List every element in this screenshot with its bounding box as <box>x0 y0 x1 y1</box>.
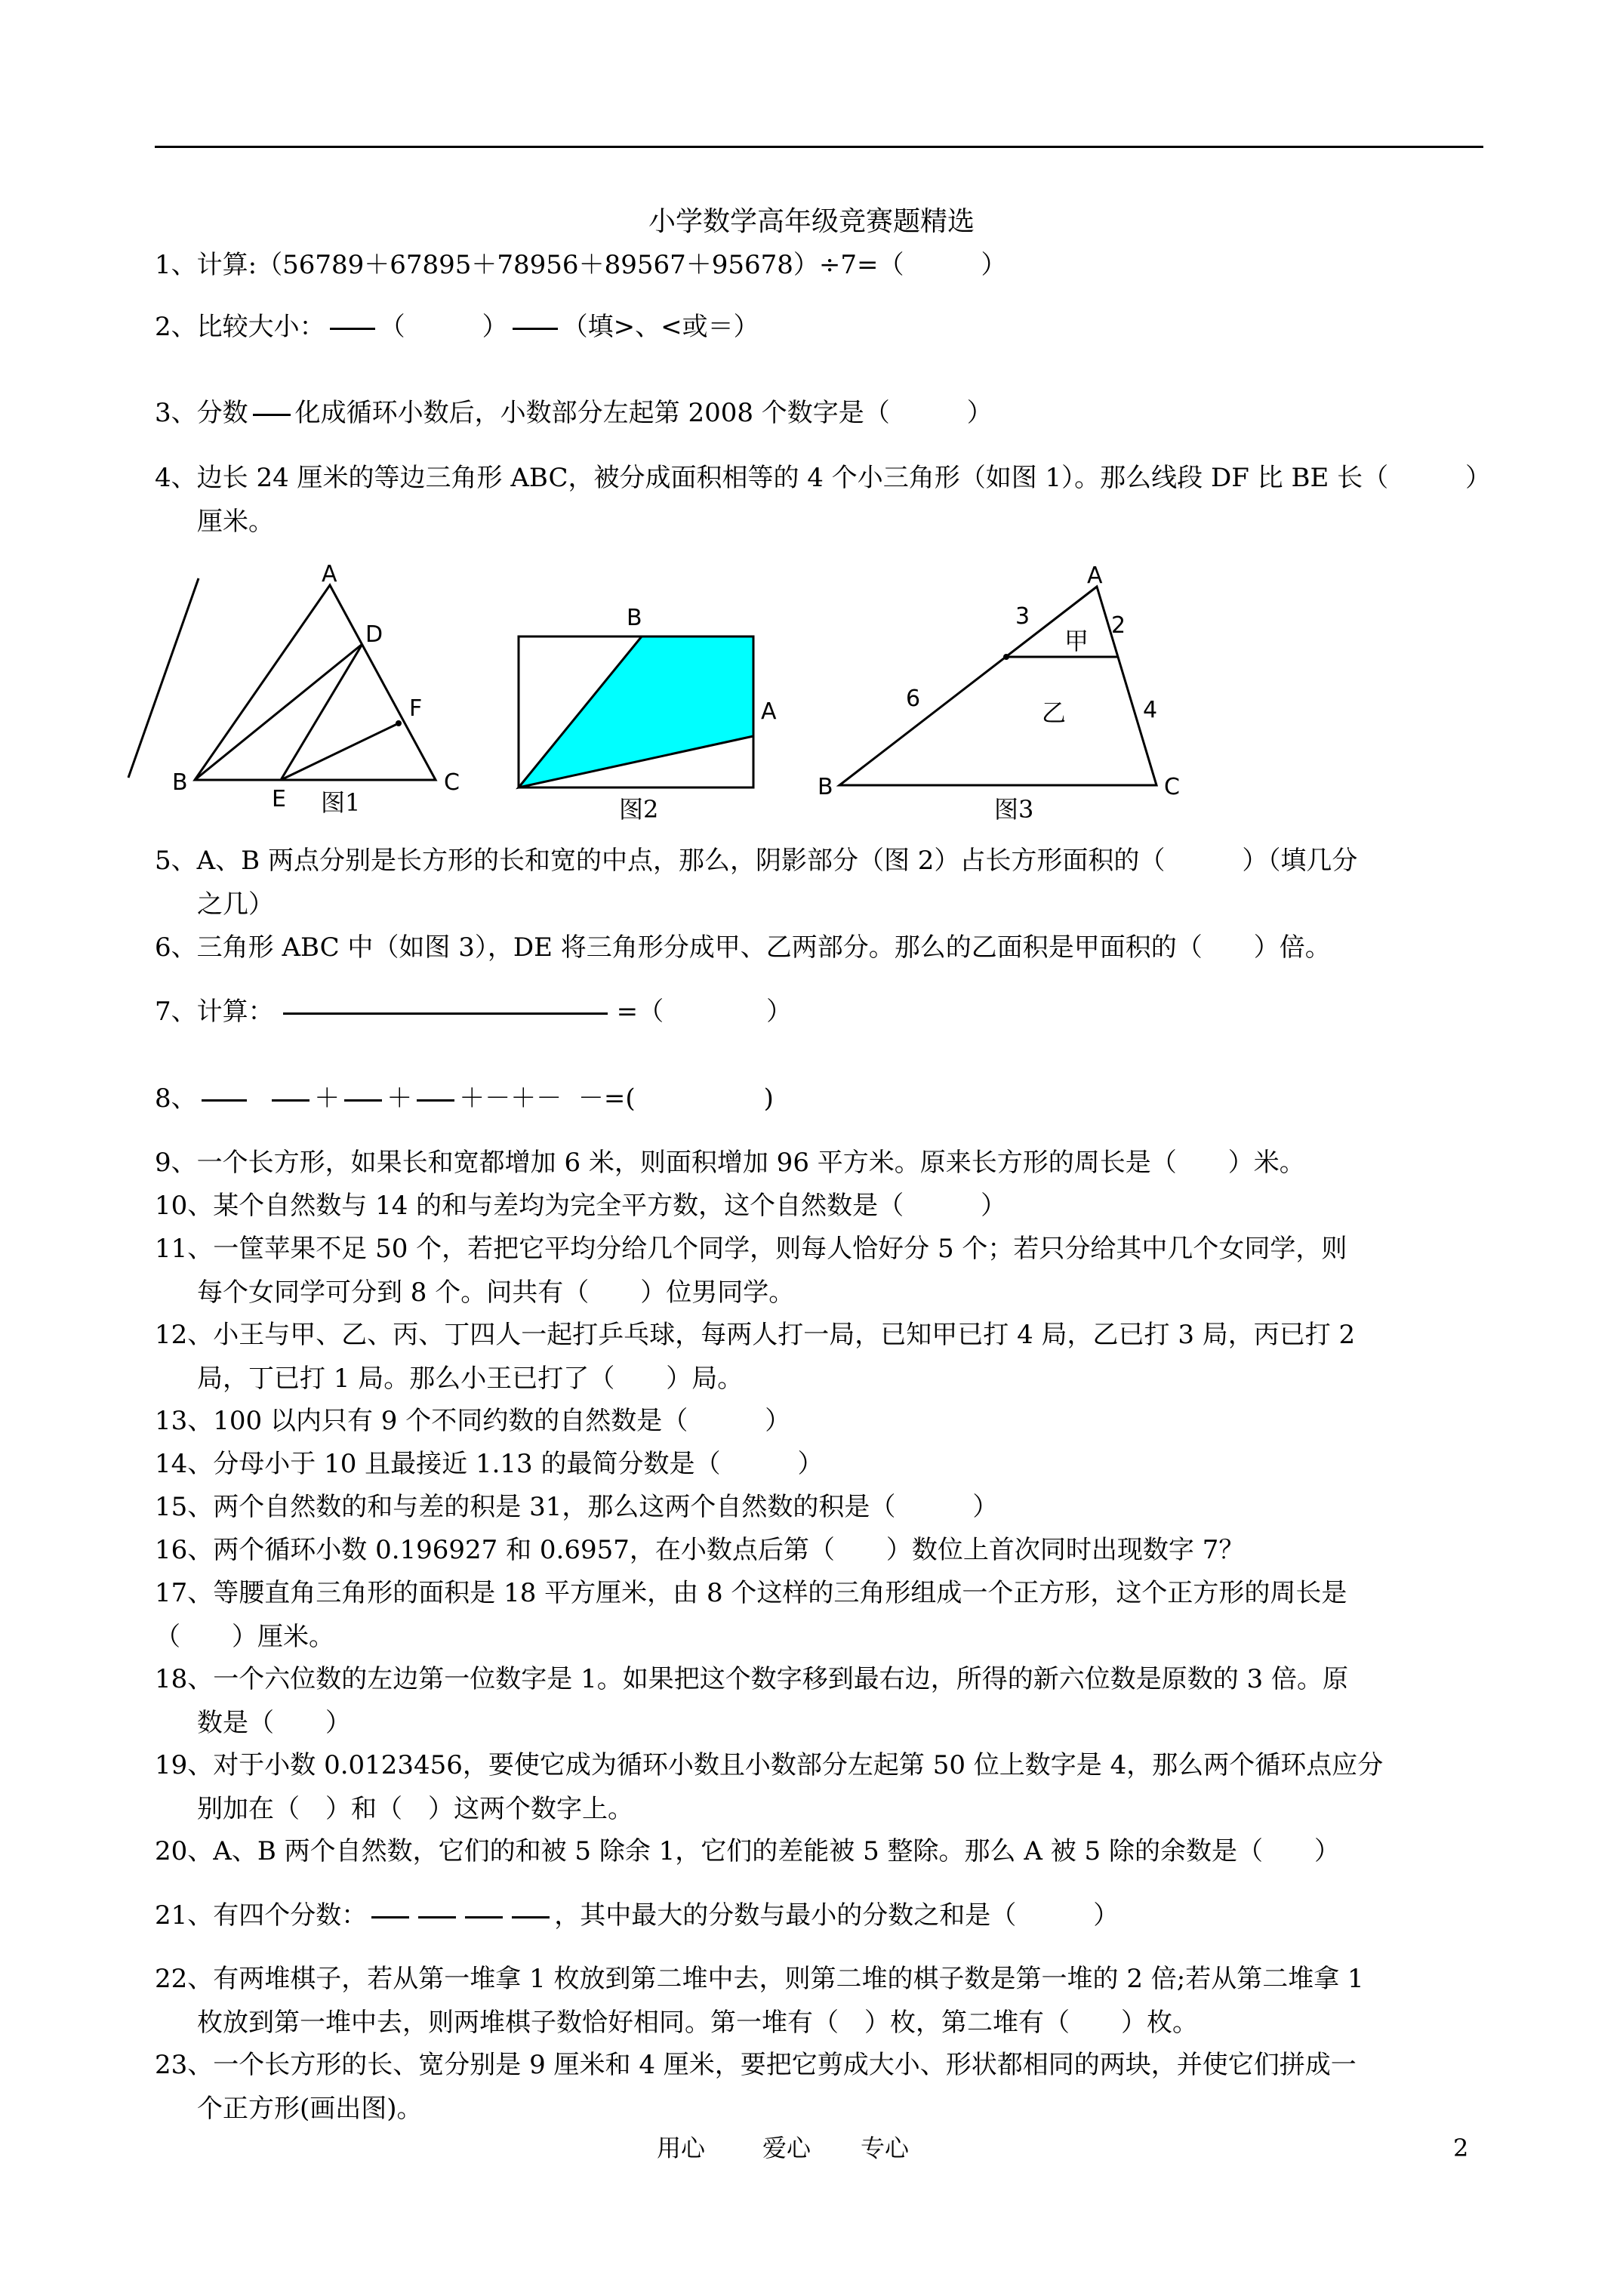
fig2-caption: 图2 <box>619 795 659 824</box>
question-8: 8、 ＋ ＋ ＋－＋－ －=( ) <box>155 1083 774 1114</box>
fraction-blank <box>272 1099 310 1102</box>
fig1-label-e: E <box>272 786 286 812</box>
fig1-label-d: D <box>365 621 383 648</box>
question-9: 9、一个长方形，如果长和宽都增加 6 米，则面积增加 96 平方米。原来长方形的周长是（ ）米。 <box>155 1148 1305 1178</box>
question-20: 20、A、B 两个自然数，它们的和被 5 除余 1，它们的差能被 5 整除。那么 A 被 5 除的余数是（ ） <box>155 1836 1340 1866</box>
fraction-blank <box>417 1099 454 1102</box>
question-2: 2、比较大小： （ ） （填>、<或＝） <box>155 312 759 342</box>
question-12: 12、小王与甲、乙、丙、丁四人一起打乒乓球，每两人打一局，已知甲已打 4 局，乙已打 3 局，丙已打 2 局，丁已打 1 局。那么小王已打了（ ）局。 <box>155 1320 1356 1394</box>
fig3-label-6: 6 <box>906 686 921 712</box>
question-3: 3、分数 化成循环小数后，小数部分左起第 2008 个数字是（ ） <box>155 398 993 428</box>
footer-text-2: 爱心 <box>762 2134 812 2162</box>
question-10: 10、某个自然数与 14 的和与差均为完全平方数，这个自然数是（ ） <box>155 1191 1007 1221</box>
footer-text-3: 专心 <box>861 2134 910 2162</box>
fig1-label-b: B <box>172 769 188 796</box>
question-6: 6、三角形 ABC 中（如图 3），DE 将三角形分成甲、乙两部分。那么的乙面积是甲面积的（ ）倍。 <box>155 932 1331 963</box>
question-22: 22、有两堆棋子，若从第一堆拿 1 枚放到第二堆中去，则第二堆的棋子数是第一堆的 2 倍;若从第二堆拿 1 枚放到第一堆中去，则两堆棋子数恰好相同。第一堆有（ ）枚，第二堆有（ ）枚。 <box>155 1964 1364 2038</box>
fraction-line <box>283 1012 608 1015</box>
question-15: 15、两个自然数的和与差的积是 31，那么这两个自然数的积是（ ） <box>155 1492 999 1522</box>
fig2-shaded-region <box>519 636 753 787</box>
fig1-label-a: A <box>322 561 337 587</box>
footer-text-1: 用心 <box>657 2134 706 2162</box>
fig1-label-f: F <box>409 695 423 722</box>
question-4: 4、边长 24 厘米的等边三角形 ABC，被分成面积相等的 4 个小三角形（如图 1）。那么线段 DF 比 BE 长（ ） 厘米。 <box>155 463 1492 537</box>
question-17: 17、等腰直角三角形的面积是 18 平方厘米，由 8 个这样的三角形组成一个正方形，这个正方形的周长是 （ ）厘米。 <box>155 1578 1347 1652</box>
fraction-blank <box>344 1099 382 1102</box>
question-23: 23、一个长方形的长、宽分别是 9 厘米和 4 厘米，要把它剪成大小、形状都相同的两块，并使它们拼成一 个正方形(画出图)。 <box>155 2050 1357 2124</box>
fraction-blank <box>371 1916 409 1918</box>
fig3-label-b: B <box>818 774 833 800</box>
page-title: 小学数学高年级竞赛题精选 <box>648 206 975 237</box>
fig3-label-yi: 乙 <box>1042 698 1067 727</box>
question-1: 1、计算:（56789＋67895＋78956＋89567＋95678）÷7=（ ） <box>155 250 1007 280</box>
question-11: 11、一筐苹果不足 50 个，若把它平均分给几个同学，则每人恰好分 5 个；若只分给其中几个女同学，则 每个女同学可分到 8 个。问共有（ ）位男同学。 <box>155 1234 1347 1308</box>
question-5: 5、A、B 两点分别是长方形的长和宽的中点，那么，阴影部分（图 2）占长方形面积的（ ）（填几分 之几） <box>155 846 1358 920</box>
fig3-label-3: 3 <box>1015 603 1030 630</box>
fig1-label-c: C <box>444 769 460 796</box>
question-21: 21、有四个分数： ，其中最大的分数与最小的分数之和是（ ） <box>155 1900 1119 1931</box>
fig3-label-c: C <box>1164 774 1180 800</box>
fig2-label-b: B <box>627 605 642 631</box>
fig3-label-a: A <box>1087 562 1103 589</box>
question-14: 14、分母小于 10 且最接近 1.13 的最简分数是（ ） <box>155 1449 824 1479</box>
fig2-label-a: A <box>761 698 777 725</box>
question-18: 18、一个六位数的左边第一位数字是 1。如果把这个数字移到最右边，所得的新六位数是原数的 3 倍。原 数是（ ） <box>155 1664 1348 1738</box>
fraction-blank <box>512 1916 550 1918</box>
question-7: 7、计算： =（ ） <box>155 997 793 1027</box>
fraction-blank <box>465 1916 503 1918</box>
fig3-label-2: 2 <box>1111 612 1126 639</box>
fig3-label-4: 4 <box>1143 697 1158 723</box>
page-number: 2 <box>1453 2134 1469 2162</box>
fraction-blank <box>202 1099 247 1102</box>
question-16: 16、两个循环小数 0.196927 和 0.6957，在小数点后第（ ）数位上首次同时出现数字 7？ <box>155 1535 1245 1565</box>
fig1-caption: 图1 <box>321 788 361 817</box>
fig3-caption: 图3 <box>994 795 1034 824</box>
fraction-blank <box>418 1916 456 1918</box>
fig3-label-jia: 甲 <box>1064 627 1089 655</box>
question-13: 13、100 以内只有 9 个不同约数的自然数是（ ） <box>155 1406 791 1436</box>
question-19: 19、对于小数 0.0123456，要使它成为循环小数且小数部分左起第 50 位上数字是 4，那么两个循环点应分 别加在（ ）和（ ）这两个数字上。 <box>155 1750 1384 1824</box>
